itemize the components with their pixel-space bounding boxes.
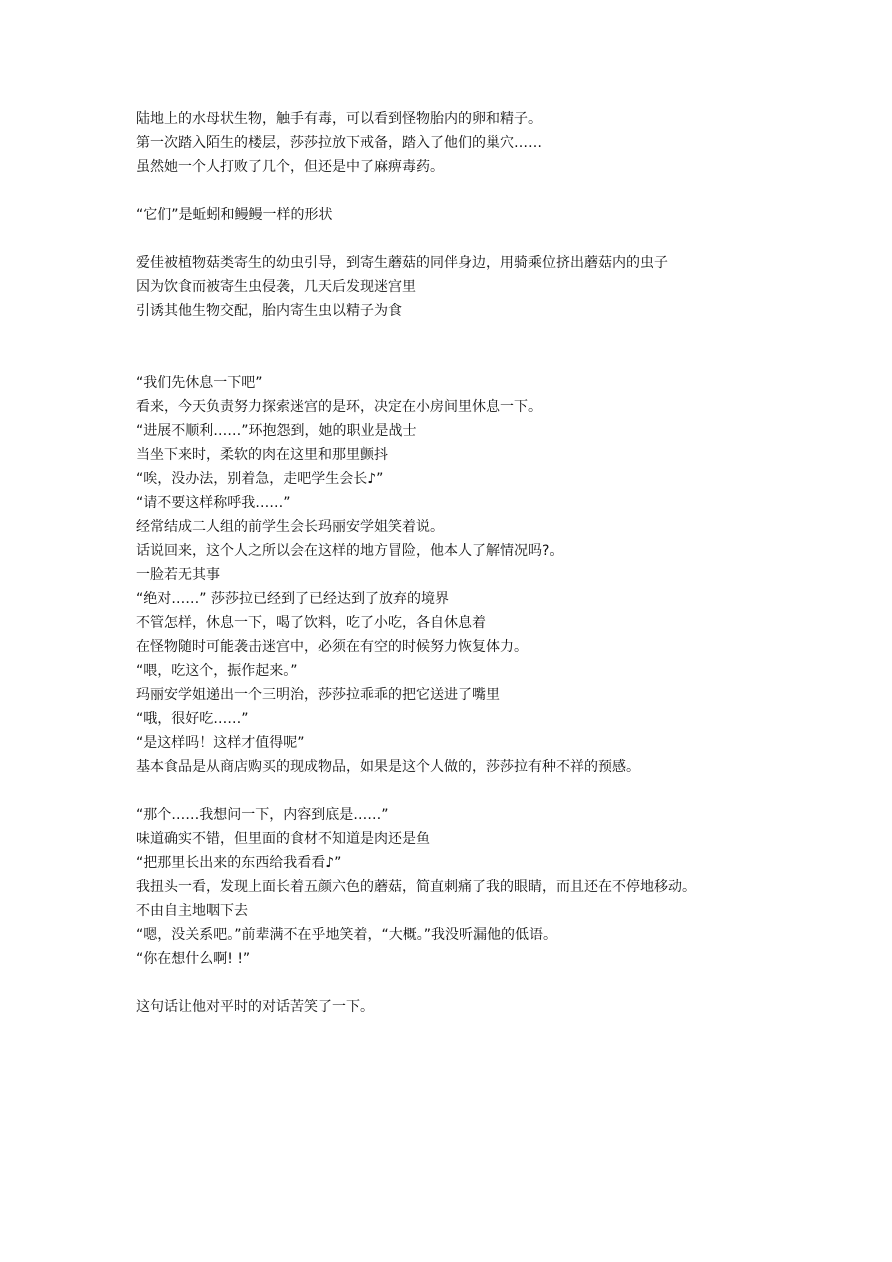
paragraph-6	[136, 995, 876, 1019]
paragraph-2	[136, 203, 876, 227]
paragraph-3	[136, 251, 876, 323]
text-line: 不由自主地咽下去	[136, 903, 248, 919]
paragraph-4	[136, 371, 876, 779]
text-line: “是这样吗！这样才值得呢”	[136, 735, 305, 751]
text-line: 基本食品是从商店购买的现成物品，如果是这个人做的，莎莎拉有种不祥的预感。	[136, 759, 640, 775]
paragraph-5	[136, 803, 876, 971]
paragraph-spacer	[136, 971, 876, 995]
text-line: 看来，今天负责努力探索迷宫的是环，决定在小房间里休息一下。	[136, 399, 542, 415]
text-line: 因为饮食而被寄生虫侵袭，几天后发现迷宫里	[136, 279, 416, 295]
text-line: 爱佳被植物菇类寄生的幼虫引导，到寄生蘑菇的同伴身边，用骑乘位挤出蘑菇内的虫子	[136, 255, 668, 271]
text-line: “喂，吃这个，振作起来。”	[136, 663, 298, 679]
text-line: 话说回来，这个人之所以会在这样的地方冒险，他本人了解情况吗?。	[136, 543, 564, 559]
document-body	[136, 107, 876, 1019]
paragraph-spacer	[136, 323, 876, 371]
paragraph-spacer	[136, 227, 876, 251]
text-line: “那个……我想问一下，内容到底是……”	[136, 807, 389, 823]
text-line: 在怪物随时可能袭击迷宫中，必须在有空的时候努力恢复体力。	[136, 639, 528, 655]
text-line: 经常结成二人组的前学生会长玛丽安学姐笑着说。	[136, 519, 444, 535]
text-line: “你在想什么啊! !”	[136, 951, 251, 967]
text-line: 一脸若无其事	[136, 567, 220, 583]
text-line: 虽然她一个人打败了几个，但还是中了麻痹毒药。	[136, 159, 444, 175]
paragraph-spacer	[136, 179, 876, 203]
text-line: 这句话让他对平时的对话苦笑了一下。	[136, 999, 374, 1015]
text-line: “进展不顺利……”环抱怨到，她的职业是战士	[136, 423, 417, 439]
text-line: 玛丽安学姐递出一个三明治，莎莎拉乖乖的把它送进了嘴里	[136, 687, 500, 703]
text-line: 引诱其他生物交配，胎内寄生虫以精子为食	[136, 303, 402, 319]
paragraph-spacer	[136, 779, 876, 803]
text-line: 第一次踏入陌生的楼层，莎莎拉放下戒备，踏入了他们的巢穴……	[136, 135, 542, 151]
text-line: 我扭头一看，发现上面长着五颜六色的蘑菇，简直刺痛了我的眼睛，而且还在不停地移动。	[136, 879, 696, 895]
paragraph-1	[136, 107, 876, 179]
text-line: “把那里长出来的东西给我看看♪”	[136, 855, 342, 871]
text-line: “唉，没办法，别着急，走吧学生会长♪”	[136, 471, 384, 487]
text-line: “嗯，没关系吧。”前辈满不在乎地笑着，“大概。”我没听漏他的低语。	[136, 927, 558, 943]
text-line: “哦，很好吃……”	[136, 711, 249, 727]
text-line: 不管怎样，休息一下，喝了饮料，吃了小吃，各自休息着	[136, 615, 486, 631]
text-line: “绝对……” 莎莎拉已经到了已经达到了放弃的境界	[136, 591, 449, 607]
text-line: 当坐下来时，柔软的肉在这里和那里颤抖	[136, 447, 388, 463]
text-line: 陆地上的水母状生物，触手有毒，可以看到怪物胎内的卵和精子。	[136, 111, 542, 127]
text-line: “请不要这样称呼我……”	[136, 495, 291, 511]
text-line: 味道确实不错，但里面的食材不知道是肉还是鱼	[136, 831, 430, 847]
text-line: “我们先休息一下吧”	[136, 375, 263, 391]
text-line: “它们”是蚯蚓和鳗鳗一样的形状	[136, 207, 333, 223]
